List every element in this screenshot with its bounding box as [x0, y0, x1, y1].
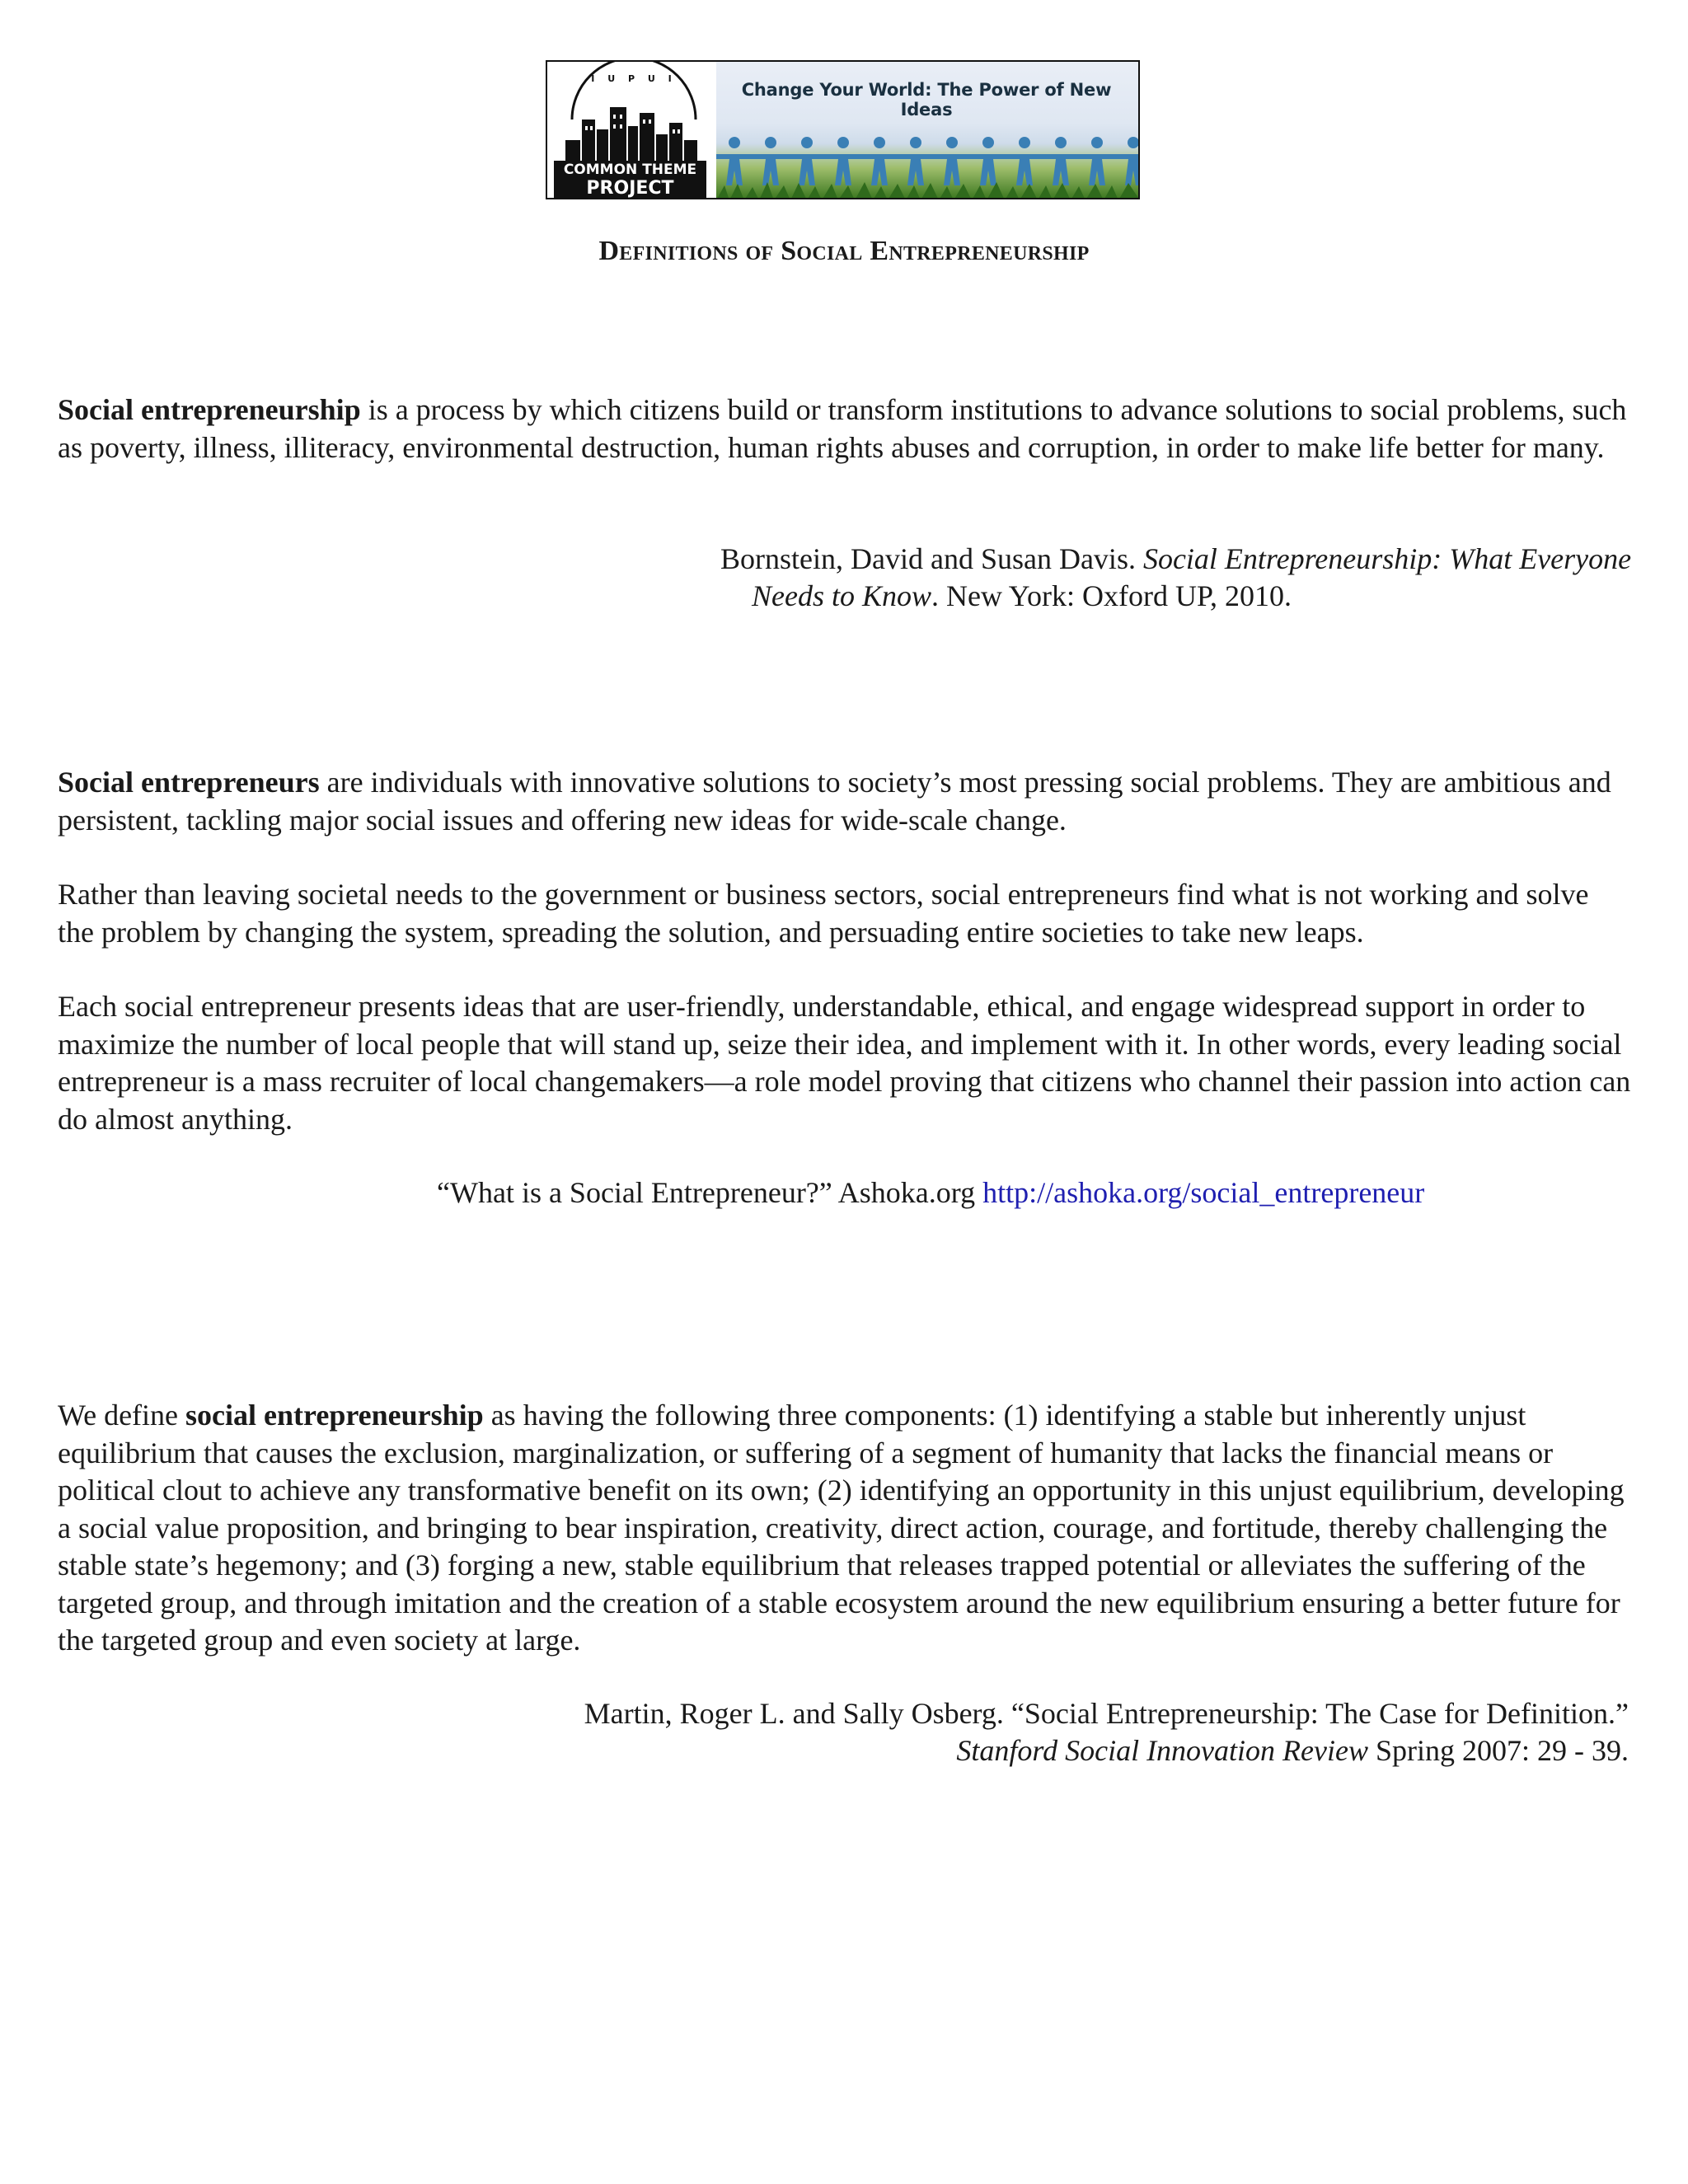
section-1-citation-line-2	[752, 578, 1292, 615]
ashoka-link[interactable]: http://ashoka.org/social_entrepreneur	[982, 1176, 1425, 1209]
logo-line-1: COMMON THEME	[554, 161, 706, 179]
section-1-term: Social entrepreneurship	[58, 393, 361, 426]
section-3-text: as having the following three components: (1) identifying a stable but inherently unjust equilibrium that causes the exclusion, marginalization, or suffering of a segment of humanity that lacks the financial means or political clout to achieve any transformative benefit on its own; (2) identifying an opportunity in this unjust equilibrium, developing a social value proposition, and bringing to bear inspiration, creativity, direct action, courage, and fortitude, thereby challenging the stable state’s hegemony; and (3) forging a new, stable equilibrium that releases trapped potential or alleviates the suffering of the targeted group, and through imitation and the creation of a stable ecosystem around the new equilibrium ensuring a better future for the targeted group and even society at large.	[58, 1399, 1625, 1657]
cite-2-text: “What is a Social Entrepreneur?” Ashoka.org	[437, 1176, 983, 1209]
cite-1-authors: Bornstein, David and Susan Davis.	[720, 542, 1143, 575]
section-2-paragraph-1	[58, 764, 1632, 839]
section-3-citation-line-2	[956, 1732, 1629, 1769]
common-theme-project-logo	[547, 62, 716, 199]
section-3-paragraph	[58, 1397, 1632, 1660]
section-2-citation	[437, 1174, 1424, 1212]
cite-1-rest: . New York: Oxford UP, 2010.	[931, 579, 1292, 612]
logo-arc-letters: I U P U I	[591, 73, 677, 84]
section-3-term: social entrepreneurship	[185, 1399, 484, 1432]
logo-line-2: PROJECT	[554, 179, 706, 199]
section-3-citation-line-1: Martin, Roger L. and Sally Osberg. “Social Entrepreneurship: The Case for Definition.”	[584, 1697, 1629, 1730]
section-1-citation	[720, 541, 1631, 578]
section-2-paragraph-3: Each social entrepreneur presents ideas that are user-friendly, understandable, ethical, and engage widespread support in order to maximize the number of local people that will stand up, seize their idea, and implement with it. In other words, every leading social entrepreneur is a mass recruiter of local changemakers—a role model proving that citizens who channel their passion into action can do almost anything.	[58, 990, 1631, 1136]
cite-1-title-b: Needs to Know	[752, 579, 932, 612]
section-3-lead: We define	[58, 1399, 186, 1432]
section-2-paragraph-2: Rather than leaving societal needs to the government or business sectors, social entrepreneurs find what is not working and solve the problem by changing the system, spreading the solution, and persuading entire societies to take new leaps.	[58, 878, 1589, 949]
section-2-term: Social entrepreneurs	[58, 766, 320, 799]
section-1-paragraph	[58, 391, 1632, 466]
banner	[546, 60, 1140, 199]
cite-1-title-a: Social Entrepreneurship: What Everyone	[1142, 542, 1632, 575]
cite-3-journal: Stanford Social Innovation Review	[956, 1734, 1368, 1767]
paper-people-chain-icon	[716, 110, 1140, 199]
page-title: Definitions of Social Entrepreneurship	[598, 236, 1090, 266]
section-1-text: is a process by which citizens build or transform institutions to advance solutions to social problems, such as poverty, illness, illiteracy, environmental destruction, human rights abuses and corruption, in order to make life better for many.	[58, 393, 1627, 464]
cite-3-rest: Spring 2007: 29 - 39.	[1367, 1734, 1629, 1767]
section-2-text-1: are individuals with innovative solutions to society’s most pressing social problems. They are ambitious and persistent, tackling major social issues and offering new ideas for wide-scale change.	[58, 766, 1611, 837]
banner-tagline: Change Your World: The Power of New Ideas	[741, 80, 1112, 120]
